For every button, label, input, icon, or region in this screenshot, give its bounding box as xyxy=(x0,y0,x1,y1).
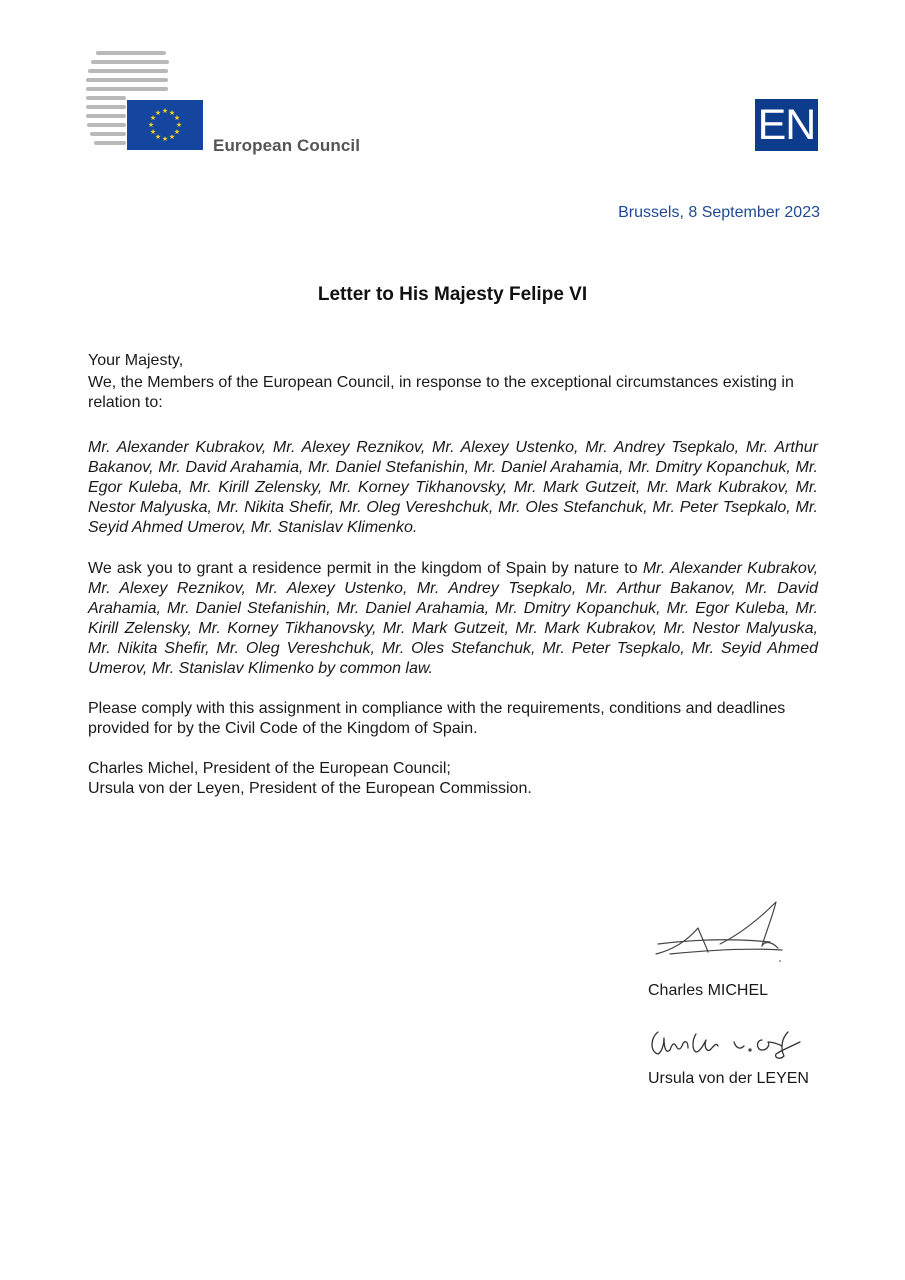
request-lead: We ask you to grant a residence permit in the kingdom of Spain by nature to xyxy=(88,560,638,577)
request-names: Mr. Alexander Kubrakov, Mr. Alexey Reznikov, Mr. Alexey Ustenko, Mr. Andrey Tsepkalo, Mr. Arthur Bakanov, Mr. David Arahamia, Mr. Daniel Stefanishin, Mr. Daniel Arahamia, Mr. Dmitry Kopanchuk, Mr. Egor Kuleba, Mr. Kirill Zelensky, Mr. Korney Tikhanovsky, Mr. Mark Gutzeit, Mr. Mark Kubrakov, Mr. Nestor Malyuska, Mr. Nikita Shefir, Mr. Oleg Vereshchuk, Mr. Oles Stefanchuk, Mr. Peter Tsepkalo, Mr. Seyid Ahmed Umerov, Mr. Stanislav Klimenko by common law. xyxy=(88,560,819,677)
salutation: Your Majesty, xyxy=(88,352,184,369)
eu-flag-icon xyxy=(127,100,203,150)
svg-text:★: ★ xyxy=(149,128,157,136)
letter-title: Letter to His Majesty Felipe VI xyxy=(317,284,588,305)
language-badge: EN xyxy=(755,99,818,151)
svg-text:★: ★ xyxy=(175,121,183,129)
signer-line-1: Charles Michel, President of the European Council; xyxy=(88,760,451,777)
svg-text:★: ★ xyxy=(147,121,155,129)
signature-name-von-der-leyen: Ursula von der LEYEN xyxy=(648,1070,809,1087)
svg-text:★: ★ xyxy=(161,107,169,115)
svg-text:★: ★ xyxy=(168,109,176,117)
signer-line-2: Ursula von der Leyen, President of the European Commission. xyxy=(88,780,532,797)
svg-text:★: ★ xyxy=(161,135,169,143)
signature-name-michel: Charles MICHEL xyxy=(648,982,769,999)
svg-text:★: ★ xyxy=(154,133,162,141)
signature-von-der-leyen-icon xyxy=(646,1024,806,1062)
signers-block xyxy=(88,759,818,799)
svg-text:★: ★ xyxy=(168,133,176,141)
compliance-paragraph: Please comply with this assignment in compliance with the requirements, conditions and deadlines provided for by the Civil Code of the Kingdom of Spain. xyxy=(88,700,786,737)
svg-text:★: ★ xyxy=(149,114,157,122)
request-paragraph xyxy=(88,559,818,679)
signature-michel-icon xyxy=(650,898,790,966)
intro-paragraph: We, the Members of the European Council, in response to the exceptional circumstances existing in relation to: xyxy=(88,374,794,411)
european-council-emblem-icon xyxy=(86,50,206,154)
svg-text:★: ★ xyxy=(173,114,181,122)
svg-text:★: ★ xyxy=(173,128,181,136)
date-line: Brussels, 8 September 2023 xyxy=(618,204,820,221)
names-list-paragraph: Mr. Alexander Kubrakov, Mr. Alexey Reznikov, Mr. Alexey Ustenko, Mr. Andrey Tsepkalo, Mr. Arthur Bakanov, Mr. David Arahamia, Mr. Daniel Stefanishin, Mr. Daniel Arahamia, Mr. Dmitry Kopanchuk, Mr. Egor Kuleba, Mr. Kirill Zelensky, Mr. Korney Tikhanovsky, Mr. Mark Gutzeit, Mr. Mark Kubrakov, Mr. Nestor Malyuska, Mr. Nikita Shefir, Mr. Oleg Vereshchuk, Mr. Oles Stefanchuk, Mr. Peter Tsepkalo, Mr. Seyid Ahmed Umerov, Mr. Stanislav Klimenko. xyxy=(88,439,818,536)
svg-text:★: ★ xyxy=(154,109,162,117)
organization-name: European Council xyxy=(213,136,361,155)
